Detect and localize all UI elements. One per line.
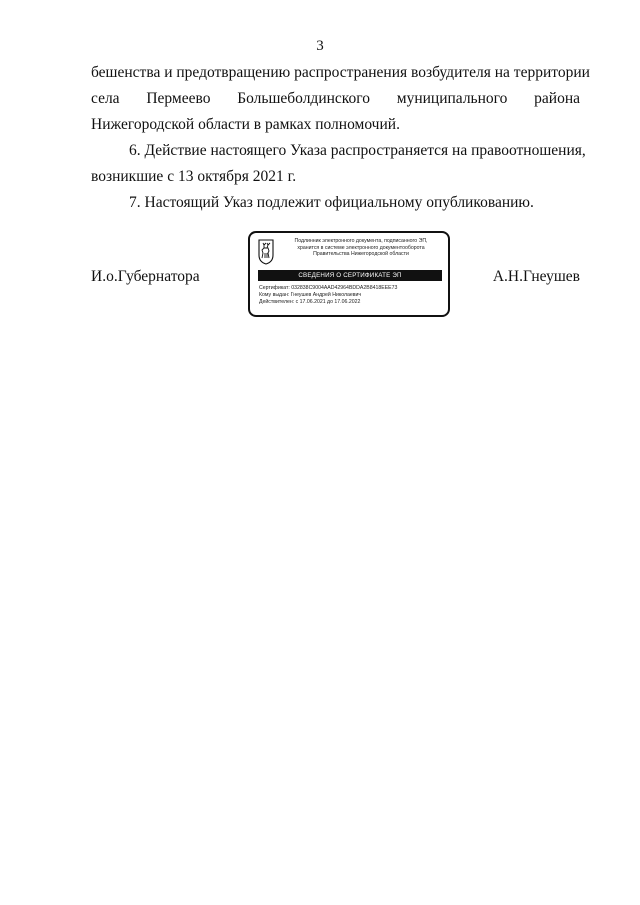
- signatory-name: А.Н.Гнеушев: [492, 268, 580, 285]
- certificate-number: Сертификат: 032838C9004AAD42964BDDA2B8418EEE73: [259, 285, 398, 291]
- nizhny-novgorod-deer-emblem-icon: [258, 239, 274, 265]
- text-line: возникшие с 13 октября 2021 г.: [91, 168, 297, 185]
- word: села: [91, 90, 120, 107]
- stamp-header-line: Подлинник электронного документа, подписанного ЭП,: [294, 238, 428, 244]
- text-line: бешенства и предотвращению распространения возбудителя на территории: [91, 64, 590, 81]
- certificate-owner: Кому выдан: Гнеушев Андрей Николаевич: [259, 292, 362, 298]
- paragraph-7: [91, 190, 580, 216]
- stamp-header-line: хранится в системе электронного документооборота: [297, 244, 425, 251]
- signatory-title: И.о.Губернатора: [91, 268, 200, 285]
- text-line: 7. Настоящий Указ подлежит официальному опубликованию.: [129, 194, 534, 211]
- stamp-header-line: Правительства Нижегородской области: [313, 251, 409, 258]
- paragraph-6: [91, 138, 586, 190]
- word: Пермеево: [146, 90, 211, 107]
- certificate-validity: Действителен: с 17.06.2021 до 17.06.2022: [259, 299, 361, 305]
- text-line: Нижегородской области в рамках полномочий.: [91, 116, 400, 133]
- text-line-justified: [91, 86, 580, 112]
- text-line: 6. Действие настоящего Указа распространяется на правоотношения,: [129, 142, 586, 159]
- stamp-header: [276, 238, 446, 258]
- word: района: [534, 90, 580, 107]
- e-signature-stamp: [248, 231, 450, 317]
- word: муниципального: [396, 90, 508, 107]
- certificate-details: [259, 285, 397, 306]
- paragraph-continuation: [91, 60, 590, 138]
- certificate-info-bar: СВЕДЕНИЯ О СЕРТИФИКАТЕ ЭП: [258, 270, 442, 281]
- page-number: 3: [316, 38, 324, 54]
- word: Большеболдинского: [237, 90, 371, 107]
